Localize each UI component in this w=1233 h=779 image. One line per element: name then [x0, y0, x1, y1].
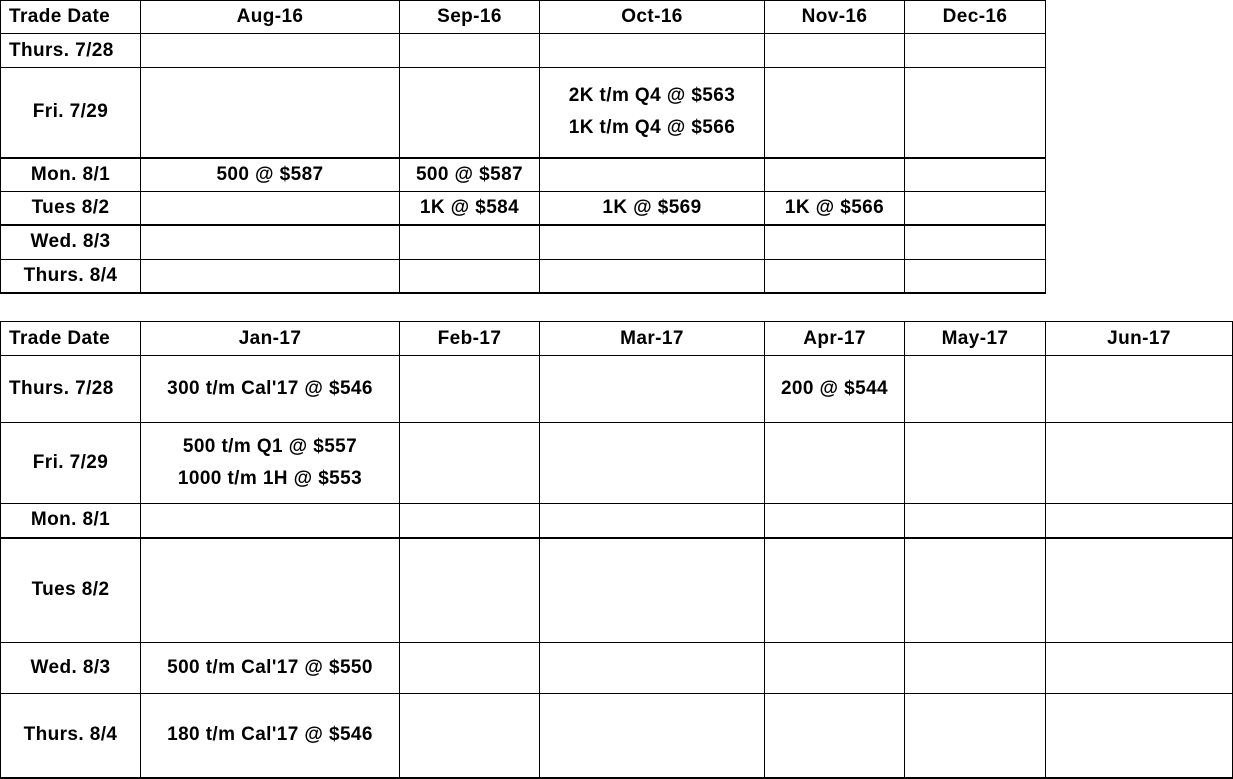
trade-cell: [141, 68, 400, 158]
table-row: [1, 538, 1233, 643]
trade-cell: [905, 192, 1046, 226]
trade-entry: 1K @ $569: [602, 197, 702, 218]
trade-cell: [905, 504, 1046, 538]
trade-cell: [905, 694, 1046, 778]
trade-cell: [400, 225, 540, 259]
trade-cell: [540, 643, 765, 694]
trade-cell: [765, 423, 905, 504]
trade-cell: [141, 694, 400, 778]
trade-cell: [1046, 643, 1233, 694]
trade-cell: [400, 192, 540, 226]
trade-cell: [540, 538, 765, 643]
trade-cell: [765, 504, 905, 538]
table-row: [1, 34, 1046, 68]
trade-cell: [765, 68, 905, 158]
trade-cell: [540, 68, 765, 158]
trade-cell: [400, 259, 540, 293]
table-row: [1, 68, 1046, 158]
trade-date-cell: Thurs. 8/4: [1, 259, 141, 293]
header-month: Sep-16: [400, 1, 540, 34]
table-row: [1, 643, 1233, 694]
trade-cell: [400, 34, 540, 68]
table-row: [1, 259, 1046, 293]
trade-cell: [905, 423, 1046, 504]
trade-cell: [765, 225, 905, 259]
trade-cell: [540, 423, 765, 504]
trade-cell: [141, 34, 400, 68]
table-row: [1, 504, 1233, 538]
trade-entry: 2K t/m Q4 @ $563: [568, 85, 736, 107]
trade-cell: [400, 694, 540, 778]
trade-cell: [141, 259, 400, 293]
trade-cell: [141, 538, 400, 643]
trade-date-cell: Tues 8/2: [1, 192, 141, 226]
trade-cell: [905, 259, 1046, 293]
trade-cell: [905, 225, 1046, 259]
trade-cell: [400, 538, 540, 643]
table-row: [1, 158, 1046, 192]
trade-entry: 300 t/m Cal'17 @ $546: [167, 378, 373, 399]
trade-cell: [765, 158, 905, 192]
trade-cell: [400, 643, 540, 694]
trade-cell: [765, 259, 905, 293]
table-row: [1, 225, 1046, 259]
trade-date-cell: Thurs. 7/28: [1, 356, 141, 423]
header-row: [1, 1, 1046, 34]
header-trade-date: Trade Date: [1, 322, 141, 356]
table-row: [1, 694, 1233, 778]
trade-entry: 1K t/m Q4 @ $566: [568, 117, 736, 139]
trade-cell: [765, 643, 905, 694]
trade-cell: [1046, 356, 1233, 423]
trade-cell: [1046, 538, 1233, 643]
table-row: [1, 423, 1233, 504]
trade-cell: [540, 259, 765, 293]
trade-cell: [905, 34, 1046, 68]
trade-cell: [141, 225, 400, 259]
header-month: Feb-17: [400, 322, 540, 356]
trade-date-cell: Tues 8/2: [1, 538, 141, 643]
trade-entry: 500 t/m Q1 @ $557: [182, 436, 358, 457]
header-month: Oct-16: [540, 1, 765, 34]
trade-cell: [540, 356, 765, 423]
header-month: Aug-16: [141, 1, 400, 34]
trade-date-cell: Thurs. 8/4: [1, 694, 141, 778]
trade-entry: 1K @ $584: [419, 197, 520, 218]
trade-cell: [540, 158, 765, 192]
trade-date-cell: Mon. 8/1: [1, 158, 141, 192]
header-month: May-17: [905, 322, 1046, 356]
trade-cell: [400, 158, 540, 192]
trade-date-cell: Fri. 7/29: [1, 423, 141, 504]
trade-cell: [141, 643, 400, 694]
trade-entry: 1K @ $566: [784, 197, 885, 218]
trade-entry: 180 t/m Cal'17 @ $546: [167, 724, 373, 746]
trade-cell: [400, 504, 540, 538]
trade-entry: 500 @ $587: [216, 163, 324, 185]
trade-entry: 200 @ $544: [780, 378, 889, 399]
trade-cell: [765, 538, 905, 643]
trade-cell: [765, 694, 905, 778]
header-row: [1, 322, 1233, 356]
trade-cell: [765, 192, 905, 226]
trade-cell: [905, 68, 1046, 158]
trade-date-cell: Mon. 8/1: [1, 504, 141, 538]
trade-cell: [141, 423, 400, 504]
table-row: [1, 356, 1233, 423]
trade-date-cell: Wed. 8/3: [1, 643, 141, 694]
trade-cell: [540, 34, 765, 68]
trade-cell: [905, 538, 1046, 643]
trade-table-2017: [0, 321, 1233, 779]
trade-cell: [400, 356, 540, 423]
header-month: Apr-17: [765, 322, 905, 356]
trade-date-cell: Fri. 7/29: [1, 68, 141, 158]
trade-cell: [1046, 694, 1233, 778]
trade-cell: [400, 68, 540, 158]
header-month: Dec-16: [905, 1, 1046, 34]
table-row: [1, 192, 1046, 226]
trade-entry: 500 @ $587: [415, 163, 524, 185]
header-trade-date: Trade Date: [1, 1, 141, 34]
trade-cell: [540, 192, 765, 226]
trade-cell: [141, 356, 400, 423]
trade-entry: 500 t/m Cal'17 @ $550: [167, 657, 373, 678]
trade-cell: [765, 356, 905, 423]
trade-cell: [905, 356, 1046, 423]
trade-cell: [540, 504, 765, 538]
trade-cell: [540, 225, 765, 259]
trade-cell: [1046, 423, 1233, 504]
header-month: Mar-17: [540, 322, 765, 356]
trade-cell: [141, 504, 400, 538]
trade-cell: [400, 423, 540, 504]
trade-date-cell: Thurs. 7/28: [1, 34, 141, 68]
trade-cell: [141, 158, 400, 192]
trade-table-2016: [0, 0, 1046, 294]
header-month: Jun-17: [1046, 322, 1233, 356]
trade-entry: 1000 t/m 1H @ $553: [177, 468, 363, 489]
trade-cell: [905, 643, 1046, 694]
header-month: Nov-16: [765, 1, 905, 34]
trade-cell: [1046, 504, 1233, 538]
trade-cell: [905, 158, 1046, 192]
trade-date-cell: Wed. 8/3: [1, 225, 141, 259]
trade-cell: [540, 694, 765, 778]
header-month: Jan-17: [141, 322, 400, 356]
trade-cell: [765, 34, 905, 68]
trade-cell: [141, 192, 400, 226]
